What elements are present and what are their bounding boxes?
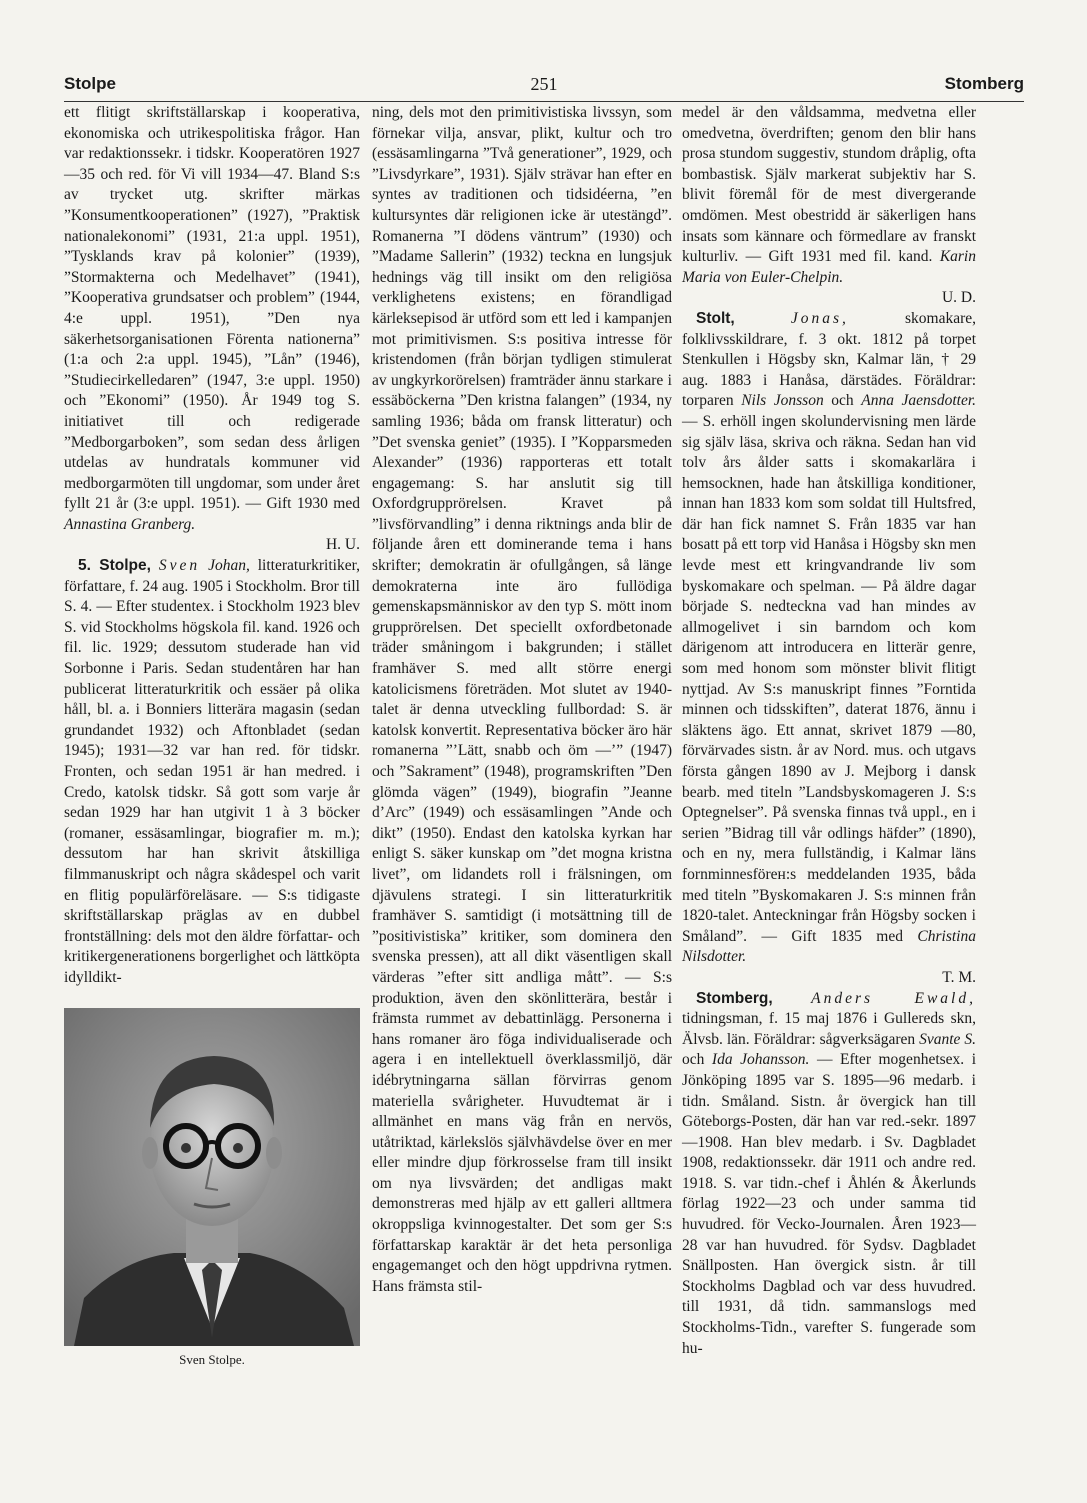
author-signature: T. M. [942,968,976,986]
conjunction: och [831,392,854,410]
column-middle [372,103,672,1297]
entry-heading: Stomberg, [696,989,773,1007]
entry-continuation: ning, dels mot den primitivistiska livssyn, som förnekar vilja, ansvar, plikt, kultur och tro (essäsamlingarna ”Två generationer”, 1929, och ”Livsdyrkare”, 1931). Själv strävar han efter en syntes av traditionen och tidsidéerna, ”en kultursyntes där religionen icke är utestängd”. Romanerna ”I dödens väntrum” (1930) och ”Madame Sallerin” (1932) teckna en lungsjuk hednings väg till insikt om den religiösa verklighetens existens; en förandligad kärleksepisod är utförd som ett led i kampanjen mot primitivismen. S:s positiva intresse för kristendomen (från början tydligen stimulerat av ungkyrkorörelsen) framträder ännu starkare i essäböckerna ”Den kristna falangen” (1934, ny samling 1936; båda om fransk litteratur) och ”Det svenska geniet” (1935). I ”Kopparsmeden Alexander” (1936) rapporteras ett totalt engagemang: S. har anslutit sig till Oxfordgrupprörelsen. Kravet på ”livsförvandling” i denna riktnings anda blir de följande åren ett dominerande tema i hans skrifter; demokratin är ofullgången, så länge demokraterna inte äro fullödiga gemenskapsmänniskor av den typ S. mött inom grupprörelsen. Det speciellt oxfordbetonade träder småningom i bakgrunden; i stället framhäver S. med allt större energi katolicismens företräden. Mot slutet av 1940-talet är denna utveckling fullbordad: S. är katolsk konvertit. Representativa böcker äro här romanerna ”’Lätt, snabb och öm —’” (1947) och ”Sakrament” (1948), programskriften ”Den glömda vägen” (1949), biografin ”Jeanne d’Arc” (1949) och essäsamlingen ”Ande och dikt” (1950). Endast den katolska kyrkan har enligt S. säker kunskap om ”det mogna kristna livet”, om lidandets roll i frälsningen, om djävulens strategi. I sin litteraturkritik framhäver S. samtidigt (i motsättning till de ”positivistiska” kritiker, som dominera den svenska pressen), att all dikt väsentligen skall värderas ”efter sitt andliga mått”. — S:s produktion, även den skönlitterära, består i främsta rummet av debattinlägg. Personerna i hans romaner äro föga individualiserade och agera i en intellektuell överklassmiljö, där idébrytningarna sällan förvirras genom materiella svårigheter. Huvudtemat är i allmänhet en mans väg från en nervös, utåtriktad, kärlekslös självhävdelse över en mer eller mindre djup förkrosselse fram till insikt om nya livsvärden; det andligas makt demonstreras med hjälp av ett galleri alltmera okroppsliga kvinnogestalter. Det som ger S:s författarskap karaktär är det heta personliga engagemanget och den högt uppdrivna rytmen. Hans främsta stil- [372,104,672,1295]
given-name: Jonas, [790,309,849,327]
spouse-name: Christina Nilsdotter. [682,927,976,966]
entry-text: skomakare, folklivsskildrare, f. 3 okt. 1812 på torpet Stenkullen i Högsby skn, Kalmar län, † 29 aug. 1883 i Hanåsa, därstädes. Föräldrar: torparen [682,309,976,410]
running-head-right: Stomberg [944,74,1024,93]
given-name-2: Johan, [208,557,250,575]
entry-text: tidningsman, f. 15 maj 1876 i Gullereds skn, Älvsb. län. Föräldrar: sågverksägaren [682,1010,976,1048]
entry-text: medel är den våldsamma, medvetna eller omedvetna, överdriften; genom den blir hans prosa stundom suggestiv, stundom dråplig, ofta bombastisk. Själv markerat subjektiv har S. blivit föremål för de mest divergerande omdömen. Mest obestridd är säkerligen hans insats som kännare och förmedlare av franskt kulturliv. — Gift 1931 med fil. kand. [682,104,976,266]
father-name: Nils Jonsson [741,392,824,410]
entry-text: litteraturkritiker, författare, f. 24 aug. 1905 i Stockholm. Bror till S. 4. — Efter studentex. i Stockholm 1923 blev S. vid Stockholms högskola fil. kand. 1926 och fil. lic. 1929; dessutom studerade han vid Sorbonne i Paris. Sedan studentåren har han publicerat litteraturkritik och essäer på olika håll, bl. a. i Bonniers litterära magasin (sedan grundandet 1932) och Aftonbladet (sedan 1945); 1931—32 var han red. för tidskr. Fronten, och sedan 1951 är han medred. i Credo, katolsk tidskr. Så gott som varje år sedan 1929 har han utgivit 1 à 3 böcker (romaner, essäsamlingar, biografier m. m.); dessutom har han skrivit åtskilliga filmmanuskript och några skådespel och varit en flitig populärföreläsare. — S:s tidigaste skriftställarskap präglas av en dubbel frontställning: dels mot den äldre författar- och kritikergenerationens borgerlighet och lättköpta idylldikt- [64,557,360,986]
author-signature: H. U. [325,536,360,554]
photo-caption: Sven Stolpe. [179,1352,245,1367]
page-header [64,74,1024,98]
entry-text: — Efter mogenhetsex. i Jönköping 1895 var S. 1895—96 medarb. i tidn. Småland. Sistn. år övergick han till Göteborgs-Posten, där han var red.-sekr. 1897—1908. Han blev medarb. i Sv. Dagbladet 1908, redaktionssekr. där 1911 och andre red. 1918. S. var tidn.-chef i Åhlén & Åkerlunds förlag 1922—23 och under samma tid huvudred. för Vecko-Journalen. Åren 1923—28 var han huvudred. för Sydsv. Dagbladet Snällposten. Han övergick sistn. år till Stockholms Dagblad och var dess huvudred. till 1931, då tidn. sammanslogs med Stockholms-Tidn., varefter S. fungerade som hu- [682,1051,976,1357]
mother-name: Anna Jaensdotter. [861,392,977,410]
entry-heading: Stolt, [696,309,735,327]
mother-name: Ida Johansson. [711,1051,810,1069]
entry-text: ett flitigt skriftställarskap i kooperativa, ekonomiska och utrikespolitiska frågor. Han var redaktionssekr. i tidskr. Kooperatören 1927—35 och red. för Vi vill 1934—47. Bland S:s av trycket utg. skrifter märkas ”Konsumentkooperationen” (1927), ”Praktisk nationalekonomi” (1931, 21:a uppl. 1951), ”Tysklands krav på kolonier” (1939), ”Stormakterna och Medelhavet” (1941), ”Kooperativa grundsatser och problem” (1944, 4:e uppl. 1951), ”Den nya säkerhetsorganisationen Förenta nationerna” (1:a och 2:a uppl. 1945), ”Lån” (1946), ”Studiecirkelledaren” (1947, 3:e uppl. 1950) och ”Ekonomi” (1950). År 1949 tog S. initiativet till och redigerade ”Medborgarboken”, som sedan dess årligen utdelas av hundratals kommuner vid medborgarmöten till ungdomar, som under året fyllt 21 år (3:e uppl. 1951). — Gift 1930 med [64,104,360,513]
running-head-left: Stolpe [64,74,116,93]
entry-stolt-jonas [682,309,976,989]
spouse-name: Annastina Granberg. [64,515,196,533]
author-signature: U. D. [941,289,976,307]
column-left [64,103,360,989]
entry-continuation [64,103,360,556]
portrait-photo [64,1008,360,1346]
given-name: Sven [158,557,201,575]
entry-stolpe-sven [64,556,360,988]
entry-continuation [682,103,976,309]
entry-heading: 5. Stolpe, [78,557,151,575]
column-right [682,103,976,1359]
father-name: Svante S. [919,1030,976,1048]
conjunction: och [682,1051,705,1069]
given-name: Anders Ewald, [811,989,976,1007]
page-number: 251 [530,74,558,94]
header-rule [64,101,1024,102]
entry-text: — S. erhöll ingen skolundervisning men lärde sig själv läsa, skriva och räkna. Sedan han vid tolv års ålder satts i skomakarlära i hemsocknen, hade han åtskilliga konditioner, innan han 1833 kom som soldat till Hultsfred, där han fick namnet S. Från 1835 var han bosatt på ett torp vid Hanåsa i Högsby skn men levde mest ett kringvandrande liv som byskomakare och spelman. — På äldre dagar började S. nedteckna vad han mindes av allmogelivet i sin barndom och kom därigenom att introducera en litterär genre, som med honom som mönster blivit flitigt nyttjad. Av S:s manuskript finnes ”Forntida minnen och tidsskiften”, daterat 1876, ännu i släktens ägo. Ett annat, skrivet 1879 —80, förvärvades sistn. år av Nord. mus. och utgavs första gången 1890 av J. Mejborg i dansk bearb. med titeln ”Landsbyskomageren J. S:s Optegnelser”. På svenska finnas två uppl., en i serien ”Bidrag till vår odlings häfder” (1890), och en ny, mera fullständig, i Kalmar läns fornminnesförен:s meddelanden 1935, båda med titeln ”Byskomakaren J. S:s minnen från 1820-talet. Anteckningar från Högsby socken i Småland”. — Gift 1835 med [682,412,976,945]
spouse-name: Karin Maria von Euler-Chelpin. [682,248,976,286]
entry-stomberg-anders [682,989,976,1360]
